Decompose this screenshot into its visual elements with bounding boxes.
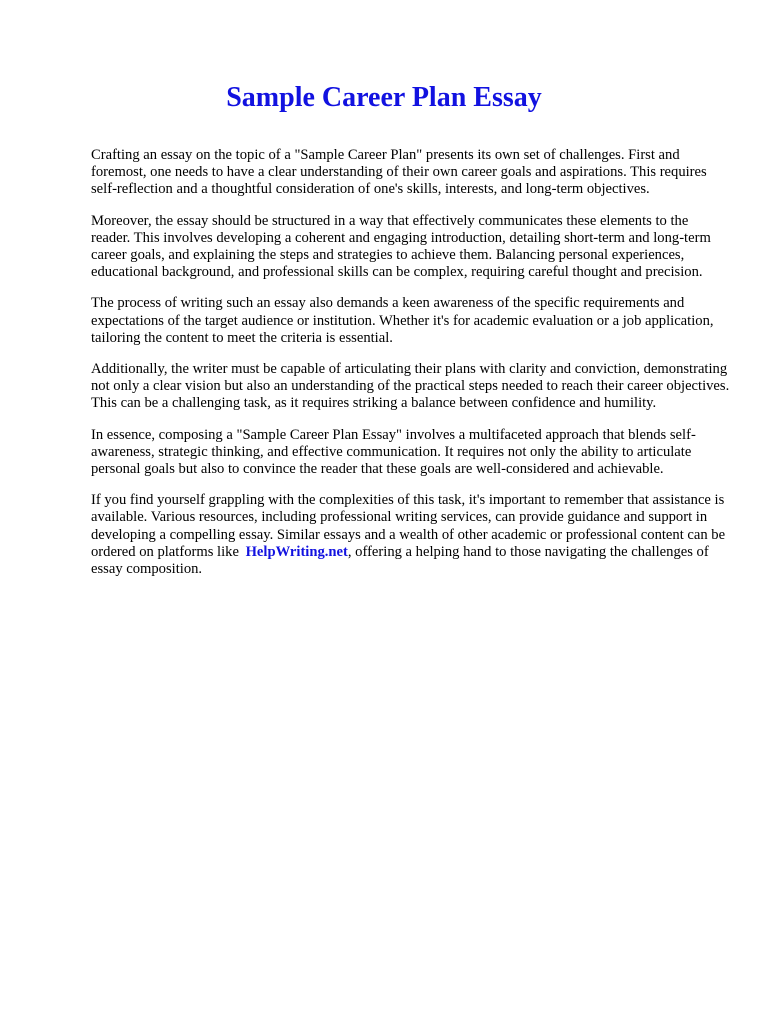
- paragraph-6-tail: , offering a helping hand to those navigating the challenges of essay composition.: [91, 543, 709, 578]
- paragraph-3: The process of writing such an essay also demands a keen awareness of the specific requirements and expectations of the target audience or institution. Whether it's for academic evaluation or a job application, tailoring the content to meet the criteria is essential.: [91, 295, 714, 346]
- page-title: Sample Career Plan Essay: [226, 82, 542, 113]
- paragraph-6-text: If you find yourself grappling with the complexities of this task, it's important to remember that assistance is available. Various resources, including professional writing services, can provide guidance and support in developing a compelling essay. Similar essays and a wealth of other academic or professional content can be ordered on platforms like: [91, 492, 726, 560]
- helpwriting-link[interactable]: HelpWriting.net: [245, 543, 348, 560]
- paragraph-5: In essence, composing a "Sample Career Plan Essay" involves a multifaceted approach that blends self-awareness, strategic thinking, and effective communication. It requires not only the ability to articulate personal goals but also to convince the reader that these goals are well-considered and achievable.: [91, 426, 696, 478]
- paragraph-4: Additionally, the writer must be capable of articulating their plans with clarity and conviction, demonstrating not only a clear vision but also an understanding of the practical steps needed to reach their career objectives. This can be a challenging task, as it requires striking a balance between confidence and humility.: [91, 361, 730, 412]
- paragraph-6: [91, 492, 731, 578]
- paragraph-2: Moreover, the essay should be structured in a way that effectively communicates these elements to the reader. This involves developing a coherent and engaging introduction, detailing short-term and long-term career goals, and explaining the steps and strategies to achieve them. Balancing personal experiences, educational background, and professional skills can be complex, requiring careful thought and precision.: [91, 212, 711, 281]
- essay-body: [91, 147, 731, 592]
- paragraph-1: Crafting an essay on the topic of a "Sample Career Plan" presents its own set of challenges. First and foremost, one needs to have a clear understanding of their own career goals and aspirations. This requires self-reflection and a thoughtful consideration of one's skills, interests, and long-term objectives.: [91, 147, 707, 198]
